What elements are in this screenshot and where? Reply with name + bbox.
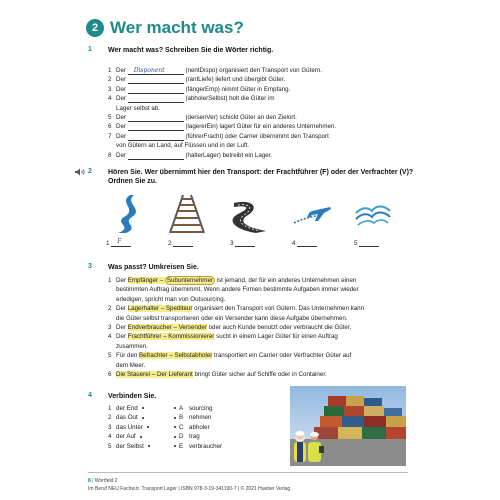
line-text: (rantLiefe) liefert und übergibt Güter. [185, 76, 286, 84]
footer-section: Wortfeld 2 [94, 478, 118, 484]
line-text: (fängerEmp) nimmt Güter in Empfang. [185, 85, 291, 93]
article: Der [116, 151, 128, 159]
item-letter: D [179, 433, 184, 441]
exercise-1-line [108, 141, 249, 150]
line-text: (führerFracht) oder Carrier übernimmt den Transport [185, 132, 329, 140]
line-text: erledigen, spricht man von Outsourcing. [116, 295, 226, 303]
answer-blank[interactable] [128, 124, 184, 131]
line-number: 4 [108, 333, 112, 341]
match-dot[interactable] [174, 417, 176, 419]
matching-left-item[interactable] [108, 404, 144, 413]
line-text: die Güter selbst transportieren oder ein Versender kann diese Aufgabe übernehmen. [116, 314, 348, 322]
item-number: 2 [108, 414, 112, 422]
line-text: Der [116, 333, 128, 341]
option-b[interactable]: Versender [178, 324, 207, 331]
article: Der [116, 76, 128, 84]
exercise-3-line [108, 351, 351, 360]
line-text: oder auch Kunde benutzt oder verbraucht die Güter. [206, 324, 352, 331]
item-text: das Out [116, 414, 138, 422]
line-number: 8 [108, 151, 112, 159]
line-text: ist jemand, der für ein anderes Unternehmen einen [214, 277, 357, 284]
match-dot[interactable] [142, 417, 144, 419]
line-text: (halterLager) betreibt ein Lager. [185, 151, 273, 159]
line-number: 3 [108, 324, 112, 331]
transport-answer-5[interactable]: 5 [354, 240, 379, 247]
item-letter: A [179, 405, 184, 412]
line-number: 6 [108, 123, 112, 131]
exercise-3-number: 3 [88, 263, 92, 270]
rail-track-icon [166, 193, 208, 235]
item-number: 3 [108, 423, 112, 431]
line-text: von Gütern an Land, auf Flüssen und in der Luft. [116, 142, 250, 150]
line-number: 4 [108, 95, 112, 103]
matching-right-item[interactable] [174, 404, 212, 413]
audio-speaker-icon[interactable] [74, 168, 86, 176]
container-port-photo [290, 386, 406, 466]
option-separator: – [161, 333, 169, 341]
item-text: nehmen [189, 414, 212, 422]
exercise-1-line [108, 85, 290, 94]
line-text: (dersenVer) schickt Güter an den Zielort. [185, 114, 297, 121]
exercise-3-line [108, 314, 348, 323]
match-dot[interactable] [142, 407, 144, 409]
item-text: der End [116, 405, 138, 412]
line-text: (abholerSelbst) holt die Güter im [185, 95, 275, 103]
match-dot[interactable] [174, 426, 176, 428]
line-text: bringt Güter sicher auf Schiffe oder in Container. [192, 371, 327, 378]
match-dot[interactable] [174, 436, 176, 438]
exercise-4-number: 4 [88, 392, 92, 399]
item-text: sourcing [189, 405, 213, 412]
line-text: (nentDispo) organisiert den Transport von Gütern. [185, 67, 322, 74]
exercise-4-title: Verbinden Sie. [108, 393, 157, 400]
footer-publication: Im Beruf NEU Fachw.tr. Transport Lager | ISBN 978-3-19-341190-7 | © 2021 Hueber Verlag [88, 486, 291, 492]
exercise-3-line [108, 276, 356, 285]
option-a[interactable]: Befrachter [139, 352, 168, 360]
exercise-1-line [108, 132, 329, 141]
line-text: Für den [116, 352, 140, 360]
line-number: 5 [108, 352, 112, 360]
item-text: das Unter [116, 423, 143, 431]
item-text: abholer [189, 423, 210, 431]
article: Der [116, 67, 128, 74]
option-a[interactable]: Die Stauerei [116, 371, 151, 378]
item-number: 4 [108, 433, 112, 441]
article: Der [116, 95, 128, 103]
exercise-1-number: 1 [88, 46, 92, 53]
answer-blank[interactable] [128, 96, 184, 103]
line-text: (lagererEin) lagert Güter für ein anderes Unternehmen. [185, 123, 337, 131]
line-text: Der [116, 324, 128, 331]
transport-answer-4[interactable]: 4 [292, 240, 317, 247]
answer-blank[interactable] [128, 153, 184, 160]
matching-left-item[interactable] [108, 432, 142, 441]
option-separator: – [159, 305, 166, 313]
transport-answer-2[interactable]: 2 [168, 240, 193, 247]
matching-left-item[interactable] [108, 423, 149, 432]
river-icon [104, 193, 146, 235]
line-number: 1 [108, 277, 112, 284]
option-b[interactable]: Subunternehmer [166, 277, 213, 284]
answer-blank[interactable] [128, 77, 184, 84]
sea-waves-icon [352, 193, 394, 235]
option-a[interactable]: Lagerhalter [127, 305, 160, 313]
match-dot[interactable] [174, 445, 176, 447]
exercise-1-line [108, 75, 285, 84]
match-dot[interactable] [147, 426, 149, 428]
exercise-1-line [108, 94, 275, 103]
line-text: transportiert ein Carrier oder Verfrachter Güter auf [212, 352, 352, 360]
matching-left-item[interactable] [108, 442, 150, 451]
exercise-3-title: Was passt? Umkreisen Sie. [108, 264, 199, 271]
item-letter: E [179, 442, 184, 450]
line-number: 6 [108, 371, 112, 378]
option-b[interactable]: Selbstabholer [174, 352, 213, 360]
option-b[interactable]: Spediteur [165, 305, 193, 313]
line-text: Der [116, 277, 128, 284]
option-a[interactable]: Empfänger [127, 277, 158, 284]
item-number: 1 [108, 405, 112, 412]
option-separator: – [157, 277, 165, 284]
option-b[interactable]: Kommissionierer [168, 333, 215, 341]
line-number: 2 [108, 305, 112, 313]
item-letter: B [179, 414, 184, 422]
exercise-1-title: Wer macht was? Schreiben Sie die Wörter richtig. [108, 47, 274, 54]
option-separator: – [150, 371, 157, 378]
exercise-3-line [108, 361, 145, 370]
line-number: 1 [108, 67, 112, 74]
page-number: 8 [88, 478, 91, 484]
answer-blank[interactable] [128, 115, 184, 122]
matching-right-item[interactable] [174, 413, 211, 422]
exercise-3-line [108, 342, 148, 351]
line-number: 7 [108, 132, 112, 140]
match-dot[interactable] [140, 436, 142, 438]
article: Der [116, 123, 128, 131]
option-a[interactable]: Endverbraucher [127, 324, 172, 331]
answer-blank[interactable] [128, 68, 184, 75]
exercise-1-line [108, 113, 297, 122]
article: Der [116, 132, 128, 140]
page-footer: 8 | Wortfeld 2 [88, 478, 118, 484]
line-text: dem Meer. [116, 361, 146, 369]
section-title: Wer macht was? [110, 18, 244, 37]
match-dot[interactable] [174, 407, 176, 409]
transport-answer-1[interactable]: 1 F [106, 240, 131, 247]
line-text: zusammen. [116, 342, 148, 350]
line-text: Lager selbst ab. [116, 104, 161, 112]
exercise-2-title: Hören Sie. Wer übernimmt hier den Transport: der Frachtführer (F) oder der Verfrachter (V)? Ordnen Sie zu. [108, 169, 414, 185]
line-text: organisiert den Transport von Gütern. Das Unternehmen kann [192, 305, 365, 313]
road-icon [226, 193, 268, 235]
answer-blank[interactable] [128, 134, 184, 141]
option-separator: – [167, 352, 175, 360]
article: Der [116, 114, 128, 121]
exercise-3-line [108, 285, 359, 294]
line-number: 2 [108, 76, 112, 84]
exercise-3-line [108, 332, 338, 341]
line-number: 3 [108, 85, 112, 93]
exercise-1-line [108, 151, 272, 160]
exercise-1-line [108, 104, 160, 113]
exercise-3-line [108, 295, 225, 304]
line-text: bestimmten Auftrag übernimmt. Wenn andere Firmen bestimmte Aufgaben immer wieder [116, 286, 359, 294]
airplane-icon [290, 193, 332, 235]
handwritten-answer: Disponent [133, 67, 165, 74]
option-separator: – [171, 324, 179, 331]
exercise-3-line [108, 304, 364, 313]
exercise-3-line [108, 323, 351, 332]
exercise-1-line [108, 122, 336, 131]
item-number: 5 [108, 442, 112, 450]
article: Der [116, 85, 128, 93]
matching-right-item[interactable] [174, 442, 222, 451]
line-number: 5 [108, 114, 112, 121]
line-text: sucht in einem Lager Güter für einen Auftrag [214, 333, 338, 341]
item-text: der Auf [116, 433, 136, 441]
section-header [86, 18, 244, 38]
section-number-badge: 2 [86, 19, 104, 37]
matching-right-item[interactable] [174, 432, 200, 441]
item-text: trag [189, 433, 200, 441]
footer-divider [88, 472, 408, 473]
exercise-1-line [108, 66, 322, 75]
item-text: der Selbst [116, 442, 144, 450]
line-text: Der [116, 305, 128, 313]
matching-right-item[interactable] [174, 423, 210, 432]
exercise-2-number: 2 [88, 168, 92, 175]
exercise-3-line [108, 370, 327, 379]
option-b[interactable]: Der Lieferant [156, 371, 193, 378]
item-text: verbraucher [189, 442, 223, 450]
answer-blank[interactable] [128, 87, 184, 94]
matching-left-item[interactable] [108, 413, 144, 422]
transport-answer-3[interactable]: 3 [230, 240, 255, 247]
match-dot[interactable] [148, 445, 150, 447]
item-letter: C [179, 423, 184, 431]
option-a[interactable]: Frachtführer [127, 333, 162, 341]
